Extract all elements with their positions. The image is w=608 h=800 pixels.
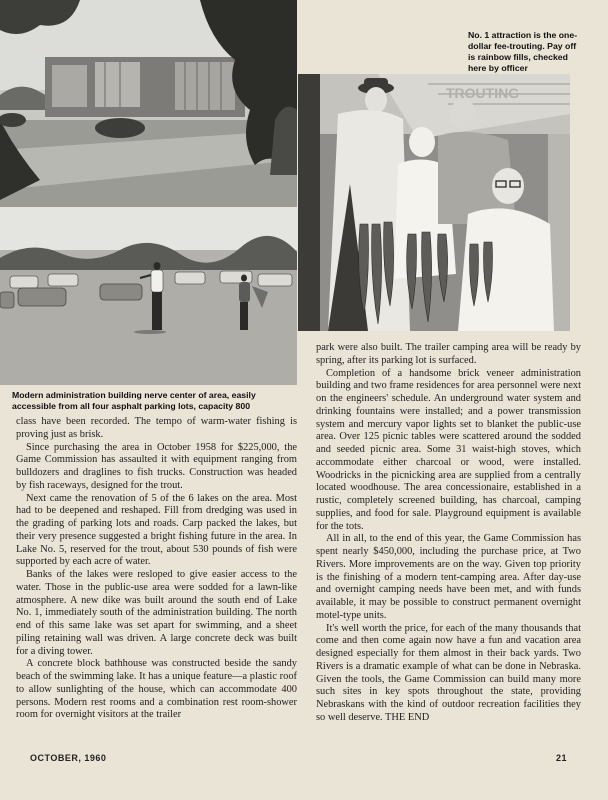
photo-parking-lot xyxy=(0,208,297,385)
caption-fee-trouting: No. 1 attraction is the one-dollar fee-trouting. Pay off is rainbow fills, checked here by officer xyxy=(468,30,578,73)
article-paragraph: park were also built. The trailer camping area will be ready by spring, after its parking lot is surfaced. xyxy=(316,342,581,366)
article-paragraph: class have been recorded. The tempo of warm-water fishing is proving just as brisk. xyxy=(16,416,297,440)
article-paragraph: A concrete block bathhouse was constructed beside the sandy beach of the swimming lake. It has a unique feature—a plastic roof to allow sunlighting of the house, which can accommodate 400 persons. Modern rest rooms and a combination rest room-shower room for overnight visitors at the trailer xyxy=(16,658,297,721)
article-paragraph: It's well worth the price, for each of the many thousands that come and then come again now have a fun and vacation area designed especially for them almost in their back yards. Two Rivers is a dramatic example of what can be done in Nebraska. Given the tools, the Game Commission can build many more such sites in key spots throughout the state, providing Nebraskans with the kind of outdoor recreation facilities they so well deserve. THE END xyxy=(316,622,581,723)
article-column-left xyxy=(16,416,297,722)
article-paragraph: Since purchasing the area in October 1958 for $225,000, the Game Commission has assaulted it with equipment ranging from bulldozers and draglines to fish trucks. Construction was headed by fish raceways, designed for the trout. xyxy=(16,441,297,491)
article-paragraph: Banks of the lakes were resloped to give easier access to the water. Those in the public-use area were sodded for a lawn-like atmosphere. A new dike was built around the south end of Lake No. 1, immediately south of the administration building. The north end of this same lake was set apart for swimming, and a sheet piling retaining wall was driven. A large concrete deck was built for a diving tower. xyxy=(16,569,297,657)
footer-issue-date: OCTOBER, 1960 xyxy=(30,753,107,763)
article-paragraph: Next came the renovation of 5 of the 6 lakes on the area. Most had to be deepened and reshaped. Fill from dredging was used in the grading of parking lots and roads. Carp packed the lakes, but their very presence suggested a bright fishing future in the area. In Lake No. 5, reserved for the trout, about 530 pounds of fish were supported by each acre of water. xyxy=(16,492,297,568)
sign-lettering: TROUTING xyxy=(446,85,520,101)
article-paragraph: All in all, to the end of this year, the Game Commission has spent nearly $450,000, including the purchase price, at Two Rivers. More improvements are on the way. Given top priority is the finishing of a modern tent-camping area. After day-use and overnight camping needs have been met, and with funds available, it may be possible to construct permanent overnight motel-type units. xyxy=(316,533,581,621)
photo-fishermen-with-catch xyxy=(298,74,570,331)
footer-page-number: 21 xyxy=(556,753,568,763)
article-column-right xyxy=(316,342,581,725)
photo-administration-building xyxy=(0,0,297,207)
caption-administration-building: Modern administration building nerve center of area, easily accessible from all four asphalt parking lots, capacity 800 xyxy=(12,390,256,411)
article-paragraph: Completion of a handsome brick veneer administration building and two frame residences for area personnel were next on the engineers' schedule. An underground water system and drinking fountains were installed; and a power transmission system and mercury vapor lights set to blanket the public-use area. Over 125 picnic tables were scattered around the sodded and seeded picnic area. Some 31 waist-high stoves, which accommodate either charcoal or wood, were installed. Woodricks in the picnicking area are supplied from a centrally located woodhouse. The area concessionaire, established in a rustic, completely screened building, has charcoal, camping supplies, and food for sale. Playground equipment is available for the tots. xyxy=(316,367,581,532)
